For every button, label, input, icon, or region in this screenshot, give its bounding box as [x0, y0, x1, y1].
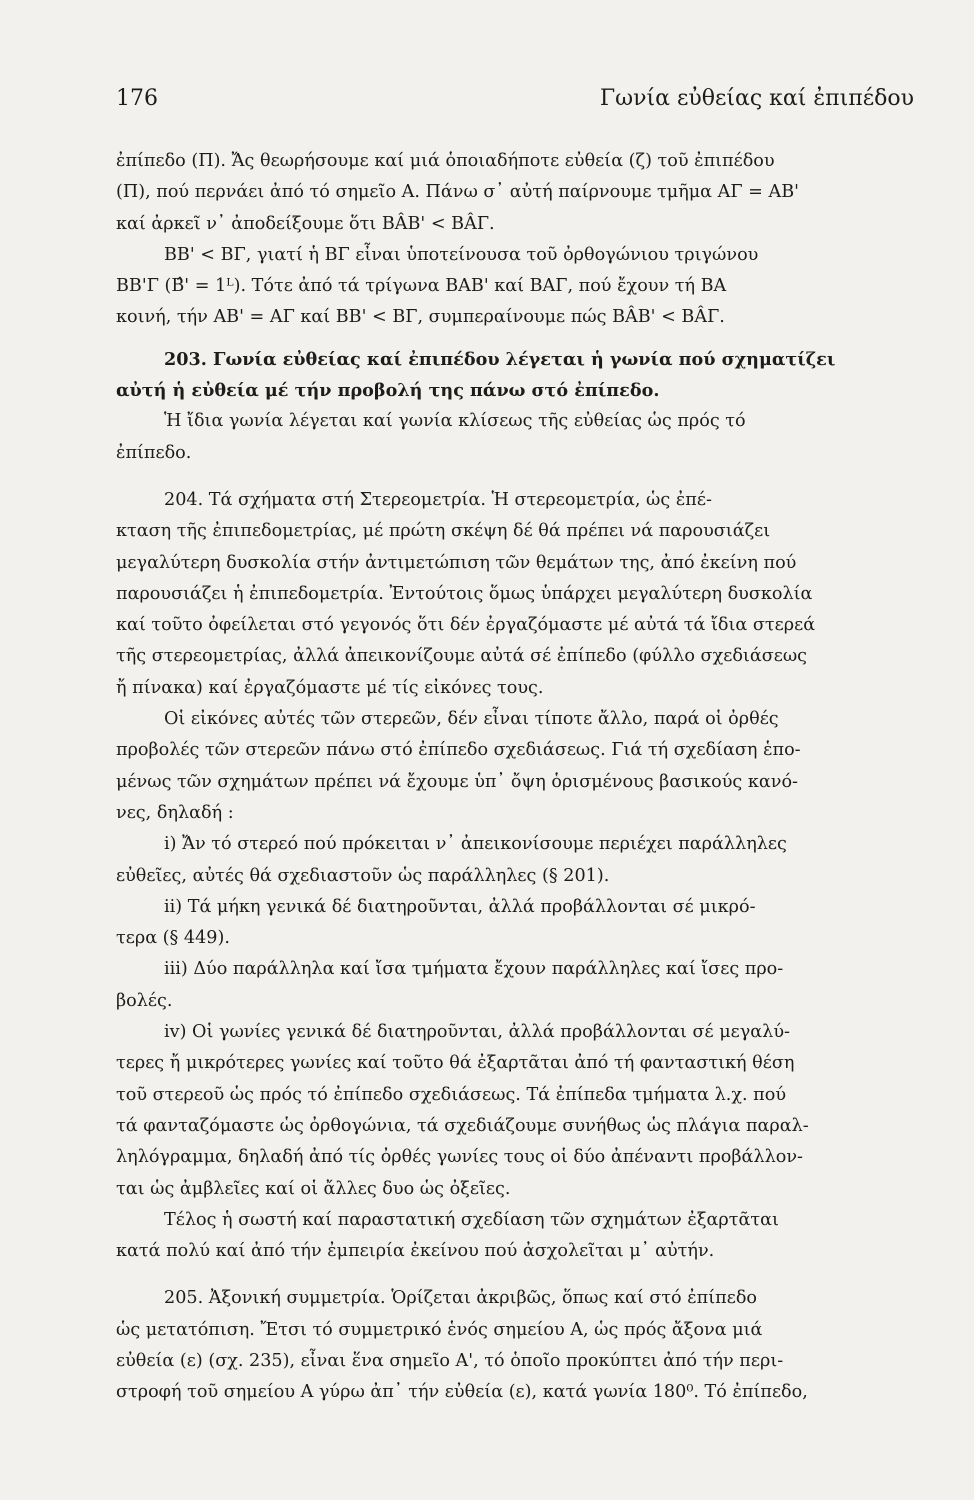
text-line: Ἡ ἴδια γωνία λέγεται καί γωνία κλίσεως τῆς εὐθείας ὡς πρός τό: [164, 411, 746, 432]
text-line: ἐπίπεδο.: [116, 442, 192, 463]
text-line: καί τοῦτο ὀφείλεται στό γεγονός ὅτι δέν ἐργαζόμαστε μέ αὐτά τά ἴδια στερεά: [116, 615, 816, 636]
text-line: προβολές τῶν στερεῶν πάνω στό ἐπίπεδο σχεδιάσεως. Γιά τή σχεδίαση ἑπο-: [116, 740, 801, 761]
section-204-heading: 204. Τά σχήματα στή Στερεομετρία. Ἡ στερεομετρία, ὡς ἐπέ-: [164, 489, 712, 510]
text-line: ΒΒ'Γ (Β̂' = 1ᴸ). Τότε ἀπό τά τρίγωνα ΒΑΒ' καί ΒΑΓ, πού ἔχουν τή ΒΑ: [116, 276, 727, 297]
text-line: μεγαλύτερη δυσκολία στήν ἀντιμετώπιση τῶν θεμάτων της, ἀπό ἐκείνη πού: [116, 552, 797, 573]
text-line: καί ἀρκεῖ ν᾽ ἀποδείξουμε ὅτι ΒÂΒ' < ΒÂΓ.: [116, 213, 495, 234]
list-item-i: i) Ἄν τό στερεό πού πρόκειται ν᾽ ἀπεικονίσουμε περιέχει παράλληλες: [164, 834, 787, 855]
text-line: ΒΒ' < ΒΓ, γιατί ἡ ΒΓ εἶναι ὑποτείνουσα τοῦ ὀρθογώνιου τριγώνου: [164, 244, 759, 265]
text-line: ὡς μετατόπιση. Ἔτσι τό συμμετρικό ἑνός σημείου Α, ὡς πρός ἄξονα μιά: [116, 1319, 763, 1340]
text-line: Οἱ εἰκόνες αὐτές τῶν στερεῶν, δέν εἶναι τίποτε ἄλλο, παρά οἱ ὀρθές: [164, 709, 779, 730]
text-line: νες, δηλαδή :: [116, 802, 234, 823]
list-item-iii: iii) Δύο παράλληλα καί ἴσα τμήματα ἔχουν παράλληλες καί ἴσες προ-: [164, 959, 784, 980]
text-line: μένως τῶν σχημάτων πρέπει νά ἔχουμε ὑπ᾽ ὄψη ὁρισμένους βασικούς κανό-: [116, 771, 798, 792]
body-text: [116, 146, 914, 1409]
running-title: Γωνία εὐθείας καί ἐπιπέδου: [599, 86, 914, 111]
text-line: κατά πολύ καί ἀπό τήν ἐμπειρία ἐκείνου πού ἀσχολεῖται μ᾽ αὐτήν.: [116, 1241, 715, 1262]
section-205-heading: 205. Ἀξονική συμμετρία. Ὁρίζεται ἀκριβῶς, ὅπως καί στό ἐπίπεδο: [164, 1288, 758, 1309]
text-line: ἐπίπεδο (Π). Ἄς θεωρήσουμε καί μιά ὁποιαδήποτε εὐθεία (ζ) τοῦ ἐπιπέδου: [116, 151, 775, 171]
text-line: Τέλος ἡ σωστή καί παραστατική σχεδίαση τῶν σχημάτων ἐξαρτᾶται: [164, 1209, 779, 1230]
text-line: αὐτή ἡ εὐθεία μέ τήν προβολή της πάνω στό ἐπίπεδο.: [116, 380, 660, 402]
text-line: ται ὡς ἀμβλεῖες καί οἱ ἄλλες δυο ὡς ὀξεῖες.: [116, 1178, 511, 1199]
text-line: εὐθεία (ε) (σχ. 235), εἶναι ἕνα σημεῖο Α', τό ὁποῖο προκύπτει ἀπό τήν περι-: [116, 1350, 784, 1371]
text-line: τερες ἤ μικρότερες γωνίες καί τοῦτο θά ἐξαρτᾶται ἀπό τή φανταστική θέση: [116, 1053, 795, 1074]
section-203-heading: 203. Γωνία εὐθείας καί ἐπιπέδου λέγεται ἡ γωνία πού σχηματίζει: [164, 348, 836, 370]
text-line: βολές.: [116, 990, 173, 1011]
text-line: ληλόγραμμα, δηλαδή ἀπό τίς ὀρθές γωνίες τους οἱ δύο ἀπέναντι προβάλλον-: [116, 1147, 803, 1168]
text-line: κταση τῆς ἐπιπεδομετρίας, μέ πρώτη σκέψη δέ θά πρέπει νά παρουσιάζει: [116, 521, 771, 542]
page-number: 176: [116, 86, 158, 111]
text-line: στροφή τοῦ σημείου Α γύρω ἀπ᾽ τήν εὐθεία (ε), κατά γωνία 180⁰. Τό ἐπίπεδο,: [116, 1382, 808, 1403]
list-item-ii: ii) Τά μήκη γενικά δέ διατηροῦνται, ἀλλά προβάλλονται σέ μικρό-: [164, 896, 756, 917]
text-line: τά φανταζόμαστε ὡς ὀρθογώνια, τά σχεδιάζουμε συνήθως ὡς πλάγια παραλ-: [116, 1115, 809, 1136]
text-line: παρουσιάζει ἡ ἐπιπεδομετρία. Ἐντούτοις ὅμως ὑπάρχει μεγαλύτερη δυσκολία: [116, 583, 813, 604]
text-line: εὐθεῖες, αὐτές θά σχεδιαστοῦν ὡς παράλληλες (§ 201).: [116, 865, 610, 886]
text-line: κοινή, τήν ΑΒ' = ΑΓ καί ΒΒ' < ΒΓ, συμπεραίνουμε πώς ΒÂΒ' < ΒÂΓ.: [116, 307, 725, 328]
text-line: τῆς στερεομετρίας, ἀλλά ἀπεικονίζουμε αὐτά σέ ἐπίπεδο (φύλλο σχεδιάσεως: [116, 646, 808, 667]
text-line: τοῦ στερεοῦ ὡς πρός τό ἐπίπεδο σχεδιάσεως. Τά ἐπίπεδα τμήματα λ.χ. πού: [116, 1084, 787, 1105]
page-header: [116, 86, 914, 122]
text-line: τερα (§ 449).: [116, 928, 230, 949]
text-line: (Π), πού περνάει ἀπό τό σημεῖο Α. Πάνω σ᾽ αὐτή παίρνουμε τμῆμα ΑΓ = ΑΒ': [116, 182, 799, 203]
text-line: ἤ πίνακα) καί ἐργαζόμαστε μέ τίς εἰκόνες τους.: [116, 677, 544, 698]
list-item-iv: iv) Οἱ γωνίες γενικά δέ διατηροῦνται, ἀλλά προβάλλονται σέ μεγαλύ-: [164, 1022, 790, 1043]
